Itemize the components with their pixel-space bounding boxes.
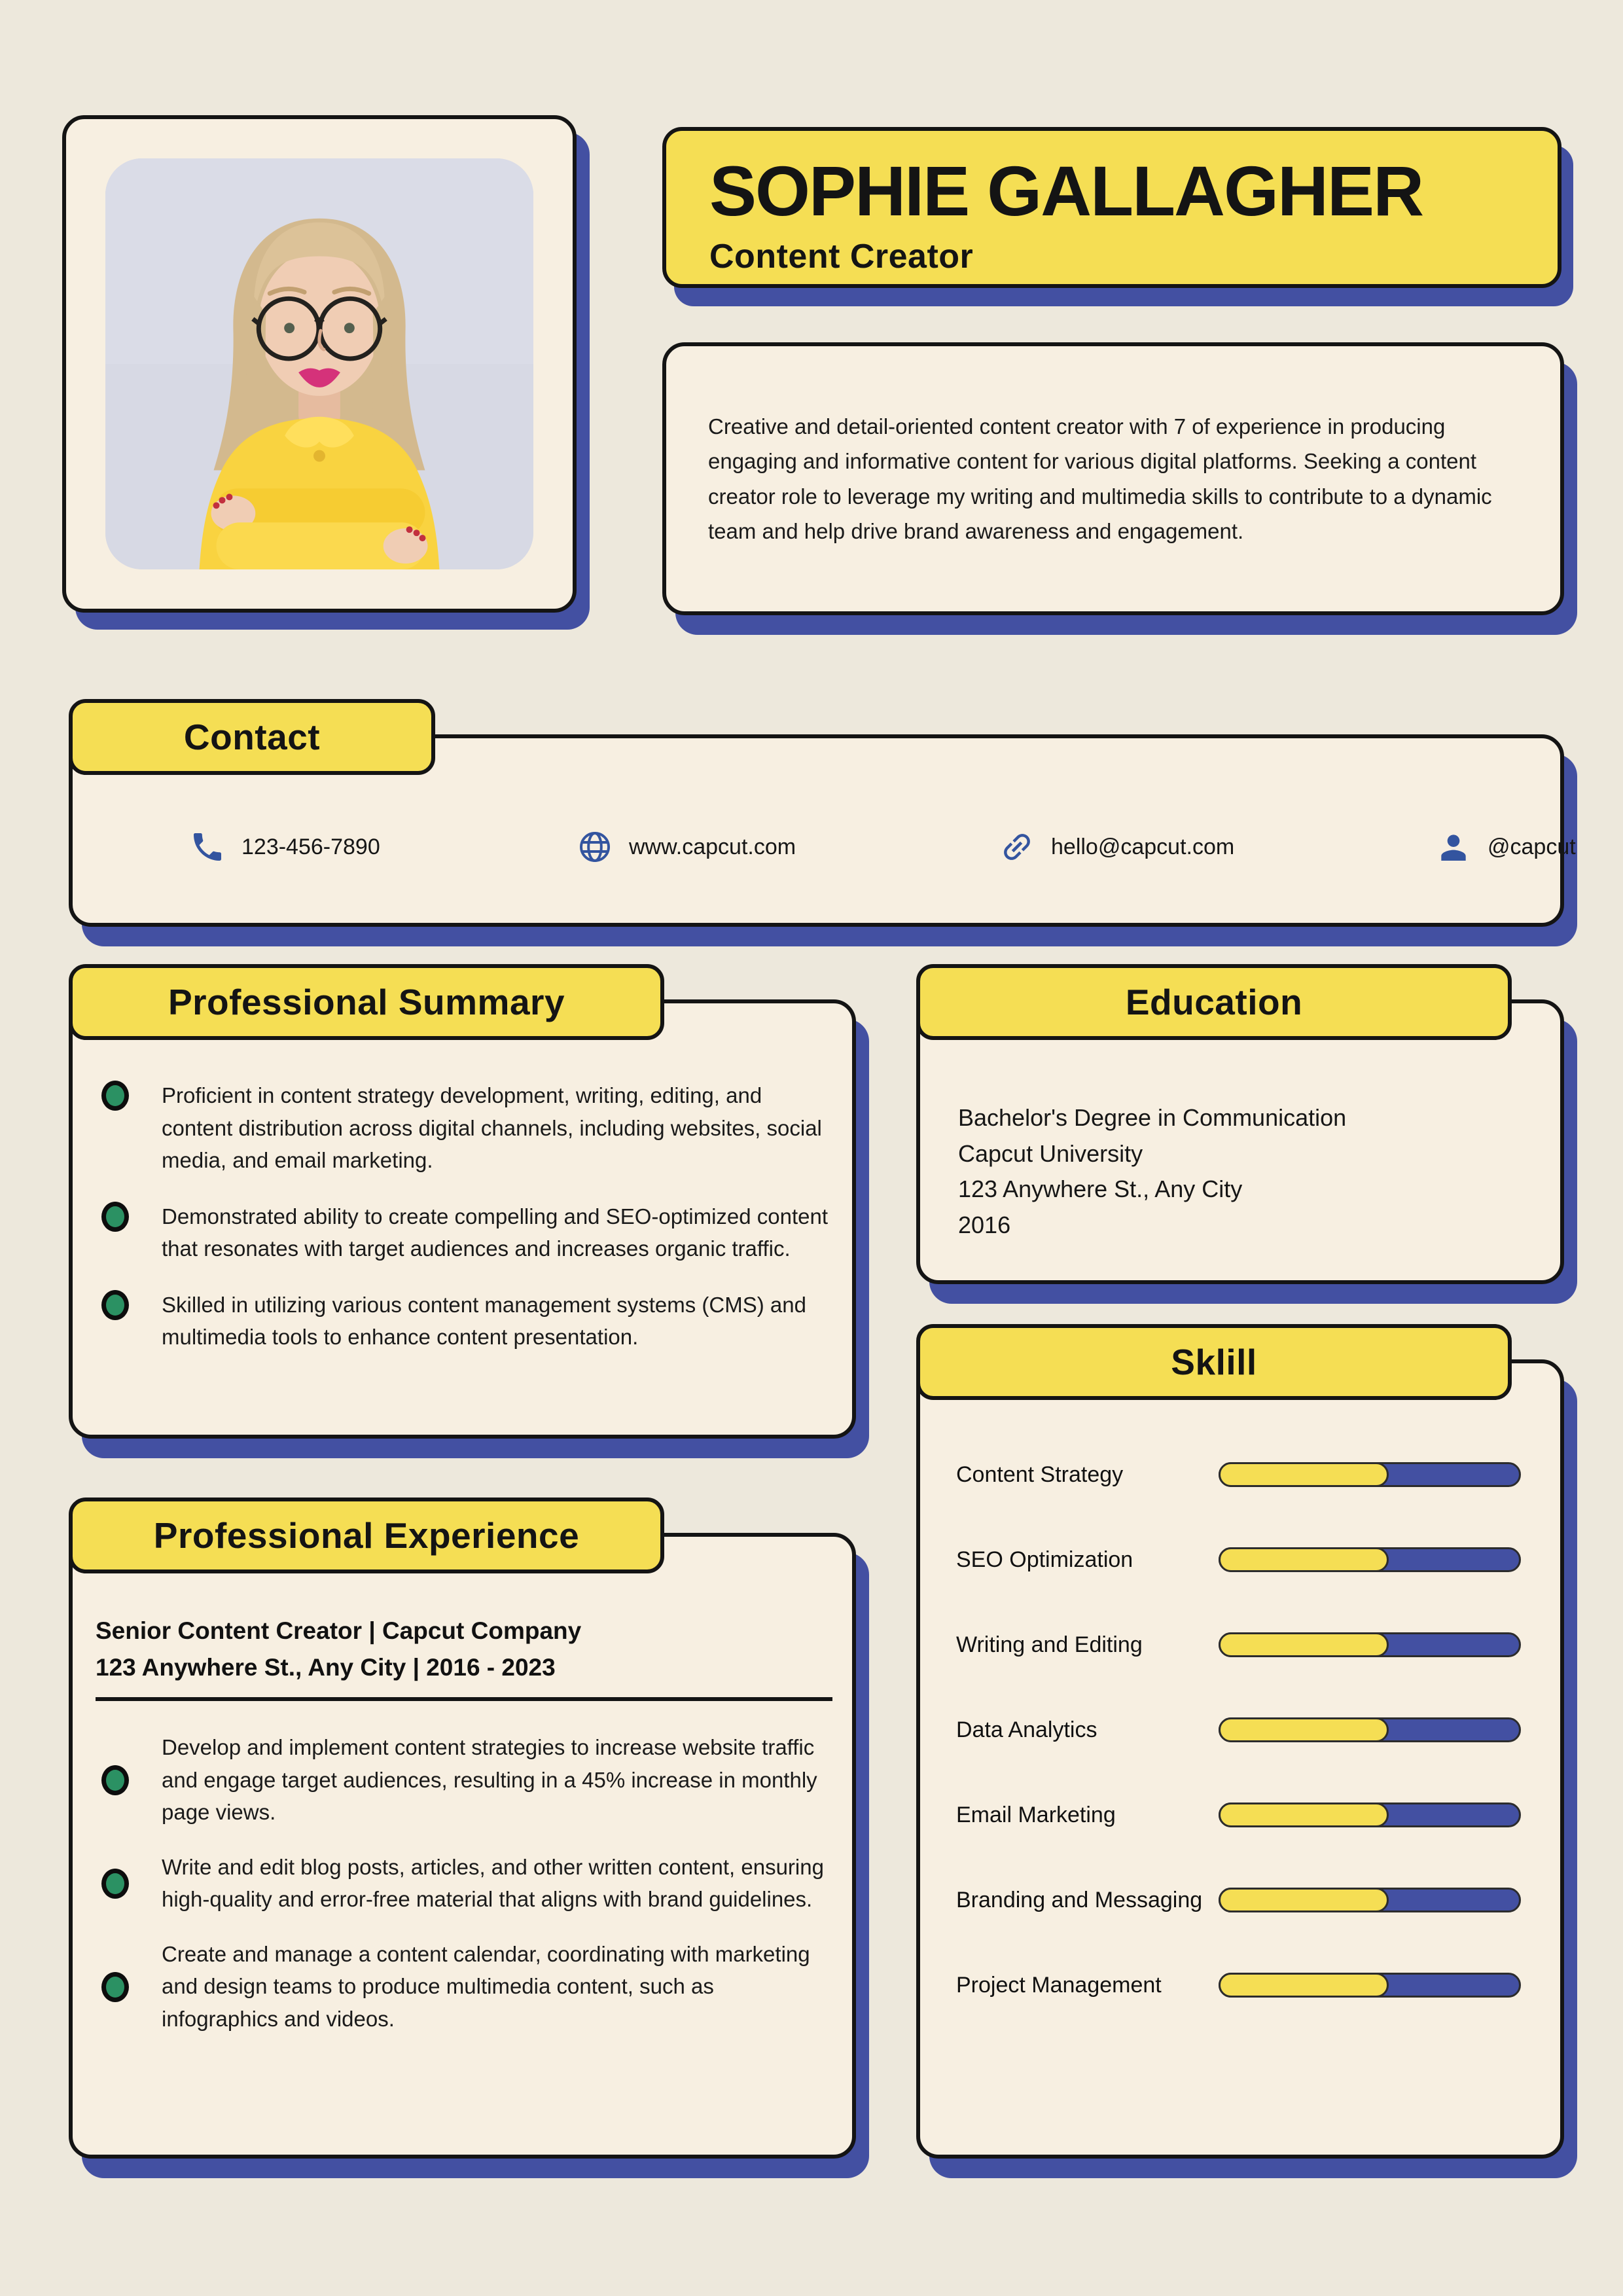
globe-icon xyxy=(577,829,613,865)
portrait-illustration xyxy=(105,158,533,569)
skills-card xyxy=(916,1342,1564,2159)
experience-divider xyxy=(96,1697,832,1701)
job-location-dates: 123 Anywhere St., Any City | 2016 - 2023 xyxy=(96,1653,556,1681)
person-icon xyxy=(1435,829,1472,865)
skill-bar xyxy=(1219,1888,1521,1912)
experience-bullet-item xyxy=(73,1851,852,1916)
phone-icon xyxy=(189,829,226,865)
professional-summary-title: Professional Summary xyxy=(168,982,565,1022)
skills-tab xyxy=(916,1324,1512,1400)
professional-experience-card xyxy=(69,1515,856,2159)
skill-row xyxy=(956,1625,1521,1664)
about-text: Creative and detail-oriented content creator with 7 of experience in producing engaging and informative content for various digital platforms. Seeking a content creator role to leverage my writing and multimedia skills to contribute to a dynamic team and help drive brand awareness and engagement. xyxy=(708,414,1492,543)
summary-bullet-item xyxy=(73,1289,852,1354)
skill-row xyxy=(956,1710,1521,1749)
person-role: Content Creator xyxy=(709,238,974,276)
experience-bullet-text: Develop and implement content strategies to increase website traffic and engage target audiences, resulting in a 45% increase in monthly page views. xyxy=(162,1735,817,1824)
contact-email-label: hello@capcut.com xyxy=(1051,834,1235,859)
contact-phone-label: 123-456-7890 xyxy=(241,834,380,859)
skill-label: Project Management xyxy=(956,1972,1162,1998)
link-icon xyxy=(999,829,1035,865)
summary-bullet-text: Skilled in utilizing various content management systems (CMS) and multimedia tools to enhance content presentation. xyxy=(162,1292,806,1349)
bullet-dot-icon xyxy=(101,1290,129,1320)
summary-bullet-item xyxy=(73,1079,852,1177)
contact-title: Contact xyxy=(183,717,321,757)
bullet-dot-icon xyxy=(101,1081,129,1111)
professional-summary-card xyxy=(69,982,856,1439)
skill-label: Email Marketing xyxy=(956,1802,1116,1827)
experience-bullet-text: Write and edit blog posts, articles, and other written content, ensuring high-quality and error-free material that aligns with brand guidelines. xyxy=(162,1854,824,1911)
experience-bullet-item xyxy=(73,1938,852,2036)
experience-bullet-item xyxy=(73,1731,852,1829)
skill-bar xyxy=(1219,1973,1521,1998)
summary-bullet-text: Proficient in content strategy development, writing, editing, and content distribution across digital channels, including websites, social media, and email marketing. xyxy=(162,1083,822,1172)
education-card xyxy=(916,982,1564,1284)
contact-phone[interactable] xyxy=(189,829,380,865)
skills-title: Sklill xyxy=(1171,1342,1257,1382)
professional-summary-tab xyxy=(69,964,664,1040)
professional-experience-title: Professional Experience xyxy=(153,1515,580,1556)
skill-bar xyxy=(1219,1803,1521,1827)
skill-bar-fill xyxy=(1219,1803,1389,1827)
profile-photo xyxy=(105,158,533,569)
skill-bar-fill xyxy=(1219,1717,1389,1742)
contact-social-label: @capcut xyxy=(1488,834,1576,859)
contact-website-label: www.capcut.com xyxy=(629,834,796,859)
education-tab xyxy=(916,964,1512,1040)
experience-bullet-text: Create and manage a content calendar, coordinating with marketing and design teams to produce multimedia content, such as infographics and videos. xyxy=(162,1941,810,2031)
contact-website[interactable] xyxy=(577,829,796,865)
summary-bullet-text: Demonstrated ability to create compelling and SEO-optimized content that resonates with target audiences and increases organic traffic. xyxy=(162,1204,829,1261)
experience-list xyxy=(73,1731,852,2035)
skill-label: Branding and Messaging xyxy=(956,1887,1203,1912)
education-title: Education xyxy=(1125,982,1303,1022)
about-card xyxy=(662,342,1564,615)
skill-label: SEO Optimization xyxy=(956,1547,1133,1572)
bullet-dot-icon xyxy=(101,1869,129,1899)
contact-email[interactable] xyxy=(999,829,1234,865)
skill-bar xyxy=(1219,1547,1521,1572)
skill-label: Content Strategy xyxy=(956,1462,1124,1487)
skill-bar-fill xyxy=(1219,1547,1389,1572)
name-banner xyxy=(662,127,1561,288)
summary-bullet-item xyxy=(73,1200,852,1265)
skill-row xyxy=(956,1455,1521,1494)
skills-list xyxy=(920,1363,1560,2005)
skill-bar-fill xyxy=(1219,1888,1389,1912)
skill-bar xyxy=(1219,1717,1521,1742)
skill-row xyxy=(956,1540,1521,1579)
skill-label: Data Analytics xyxy=(956,1717,1097,1742)
skill-bar-fill xyxy=(1219,1632,1389,1657)
skill-row xyxy=(956,1795,1521,1835)
education-line: 123 Anywhere St., Any City xyxy=(958,1175,1243,1203)
contact-section-tab xyxy=(69,699,435,775)
education-line: Capcut University xyxy=(958,1139,1143,1167)
job-heading xyxy=(96,1613,829,1685)
professional-experience-tab xyxy=(69,1498,664,1573)
skill-row xyxy=(956,1965,1521,2005)
skill-row xyxy=(956,1880,1521,1920)
job-title: Senior Content Creator | Capcut Company xyxy=(96,1617,582,1644)
skill-label: Writing and Editing xyxy=(956,1632,1143,1657)
bullet-dot-icon xyxy=(101,1202,129,1232)
person-name: SOPHIE GALLAGHER xyxy=(709,151,1423,230)
bullet-dot-icon xyxy=(101,1972,129,2002)
skill-bar xyxy=(1219,1462,1521,1487)
education-line: Bachelor's Degree in Communication xyxy=(958,1104,1347,1131)
bullet-dot-icon xyxy=(101,1765,129,1795)
contact-social[interactable] xyxy=(1435,829,1576,865)
photo-card xyxy=(62,115,577,613)
education-line: 2016 xyxy=(958,1211,1011,1239)
contact-card xyxy=(69,717,1576,927)
skill-bar-fill xyxy=(1219,1973,1389,1998)
skill-bar xyxy=(1219,1632,1521,1657)
professional-summary-list xyxy=(73,1079,852,1354)
skill-bar-fill xyxy=(1219,1462,1389,1487)
